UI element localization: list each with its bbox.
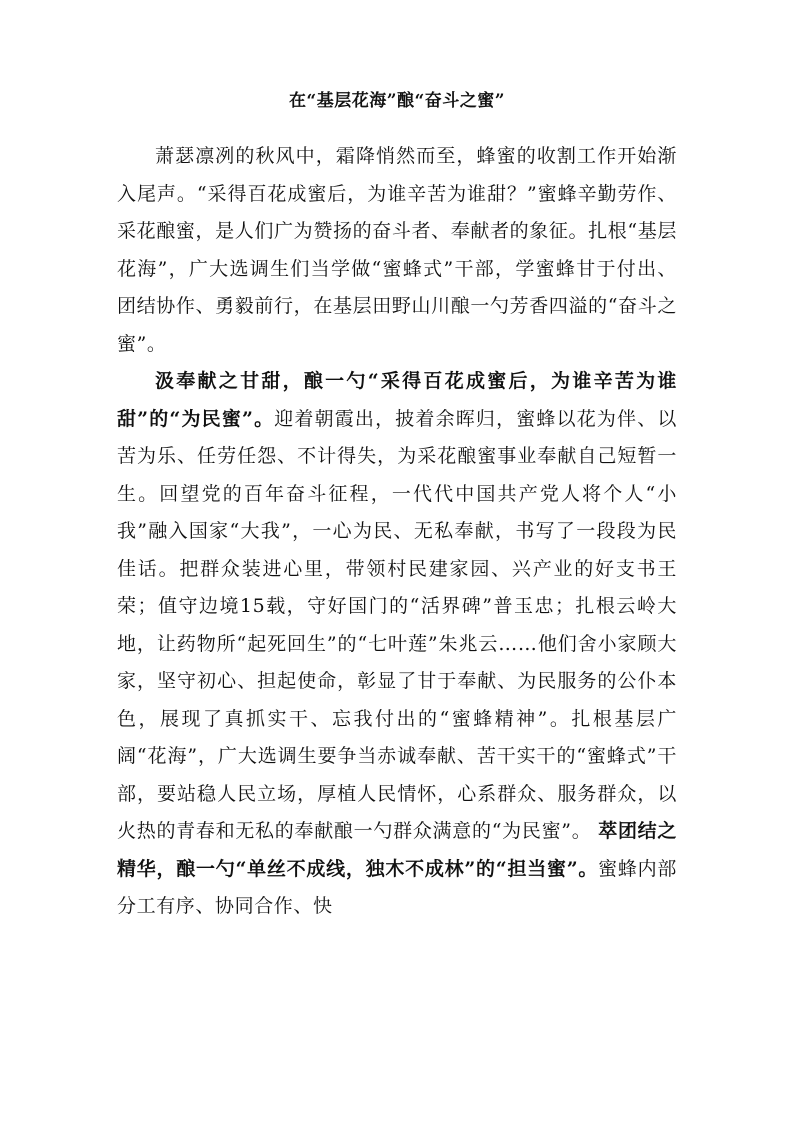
- paragraph-unity-text: 蜜蜂内部分工有序、协同合作、快: [117, 857, 677, 917]
- document-title: 在“基层花海”酿“奋斗之蜜”: [288, 91, 506, 111]
- document-page: [117, 88, 677, 926]
- section-heading-dedication: 汲奉献之甘甜，酿一勺“采得百花成蜜后，为谁辛苦为谁甜”的“为民蜜”。: [117, 370, 677, 430]
- paragraph-main: [117, 363, 677, 926]
- paragraph-intro: [117, 138, 677, 363]
- paragraph-dedication-text: 迎着朝霞出，披着余晖归，蜜蜂以花为伴、以苦为乐、任劳任怨、不计得失，为采花酿蜜事业奉献自己短暂一生。回望党的百年奋斗征程，一代代中国共产党人将个人“小我”融入国家“大我”，一心为民、无私奉献，书写了一段段为民佳话。把群众装进心里，带领村民建家园、兴产业的好支书王荣；值守边境15载，守好国门的“活界碑”普玉忠；扎根云岭大地，让药物所“起死回生”的“七叶莲”朱兆云……他们舍小家顾大家，坚守初心、担起使命，彰显了甘于奉献、为民服务的公仆本色，展现了真抓实干、忘我付出的“蜜蜂精神”。扎根基层广阔“花海”，广大选调生要争当赤诚奉献、苦干实干的“蜜蜂式”干部，要站稳人民立场，厚植人民情怀，心系群众、服务群众，以火热的青春和无私的奉献酿一勺群众满意的“为民蜜”。: [117, 407, 677, 842]
- paragraph-intro-text: 萧瑟凛冽的秋风中，霜降悄然而至，蜂蜜的收割工作开始渐入尾声。“采得百花成蜜后，为谁辛苦为谁甜？”蜜蜂辛勤劳作、采花酿蜜，是人们广为赞扬的奋斗者、奉献者的象征。扎根“基层花海”，广大选调生们当学做“蜜蜂式”干部，学蜜蜂甘于付出、团结协作、勇毅前行，在基层田野山川酿一勺芳香四溢的“奋斗之蜜”。: [117, 145, 677, 355]
- section-heading-unity: 萃团结之精华，酿一勺“单丝不成线，独木不成林”的“担当蜜”。: [117, 820, 677, 880]
